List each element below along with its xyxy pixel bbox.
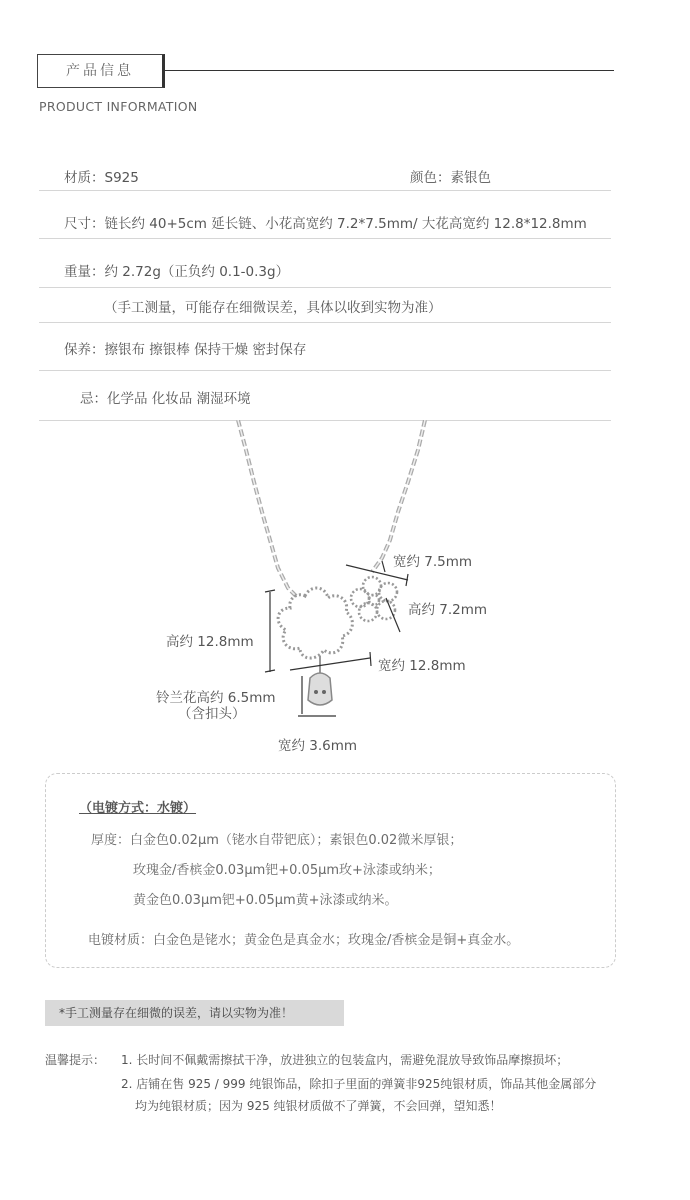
small-flower-width-label: 宽约 7.5mm xyxy=(393,554,473,570)
section-title: 产品信息 xyxy=(37,54,165,88)
small-flower xyxy=(351,577,397,621)
bell-height-label: 铃兰花高约 6.5mm xyxy=(156,690,276,706)
section-subtitle: PRODUCT INFORMATION xyxy=(39,99,198,114)
bell-width-label: 宽约 3.6mm xyxy=(278,738,358,754)
small-flower-height-label: 高约 7.2mm xyxy=(408,602,488,618)
divider xyxy=(39,322,611,323)
left-chain xyxy=(238,420,298,598)
plating-title: （电镀方式：水镀） xyxy=(79,801,197,816)
spec-care: 保养：擦银布 擦银棒 保持干燥 密封保存 xyxy=(64,342,307,358)
plating-line-1: 厚度：白金色0.02μm（铑水自带钯底）；素银色0.02微米厚银； xyxy=(91,833,463,848)
plating-line-4: 电镀材质：白金色是铑水；黄金色是真金水；玫瑰金/香槟金是铜+真金水。 xyxy=(88,933,520,948)
bell-note-label: （含扣头） xyxy=(178,706,246,722)
spec-weight: 重量：约 2.72g（正负约 0.1-0.3g） xyxy=(64,264,290,280)
big-flower xyxy=(278,588,352,658)
tips-label: 温馨提示： xyxy=(45,1053,106,1067)
divider xyxy=(39,238,611,239)
plating-line-3: 黄金色0.03μm钯+0.05μm黄+泳漆或纳米。 xyxy=(133,893,398,908)
divider xyxy=(39,370,611,371)
bell-flower xyxy=(308,656,332,705)
spec-size: 尺寸：链长约 40+5cm 延长链、小花高宽约 7.2*7.5mm/ 大花高宽约 12.8*12.8mm xyxy=(64,216,587,232)
big-flower-height-label: 高约 12.8mm xyxy=(166,634,254,650)
spec-color: 颜色：素银色 xyxy=(410,170,491,186)
title-divider xyxy=(165,70,614,71)
spec-material: 材质：S925 xyxy=(64,170,139,186)
plating-line-2: 玫瑰金/香槟金0.03μm钯+0.05μm玫+泳漆或纳米； xyxy=(133,863,441,878)
tip-item-1: 1. 长时间不佩戴需擦拭干净，放进独立的包装盒内，需避免混放导致饰品摩擦损坏； xyxy=(121,1053,569,1067)
measurement-note: *手工测量存在细微的误差，请以实物为准！ xyxy=(45,1000,344,1026)
divider xyxy=(39,287,611,288)
tip-item-2a: 2. 店铺在售 925 / 999 纯银饰品，除扣子里面的弹簧非925纯银材质，饰品其他金属部分 xyxy=(121,1077,597,1091)
big-flower-width-label: 宽约 12.8mm xyxy=(378,658,466,674)
spec-avoid: 忌：化学品 化妆品 潮湿环境 xyxy=(80,391,251,407)
divider xyxy=(39,190,611,191)
tip-item-2b: 均为纯银材质；因为 925 纯银材质做不了弹簧，不会回弹，望知悉！ xyxy=(135,1099,502,1113)
spec-weight-note: （手工测量，可能存在细微误差，具体以收到实物为准） xyxy=(104,300,442,316)
